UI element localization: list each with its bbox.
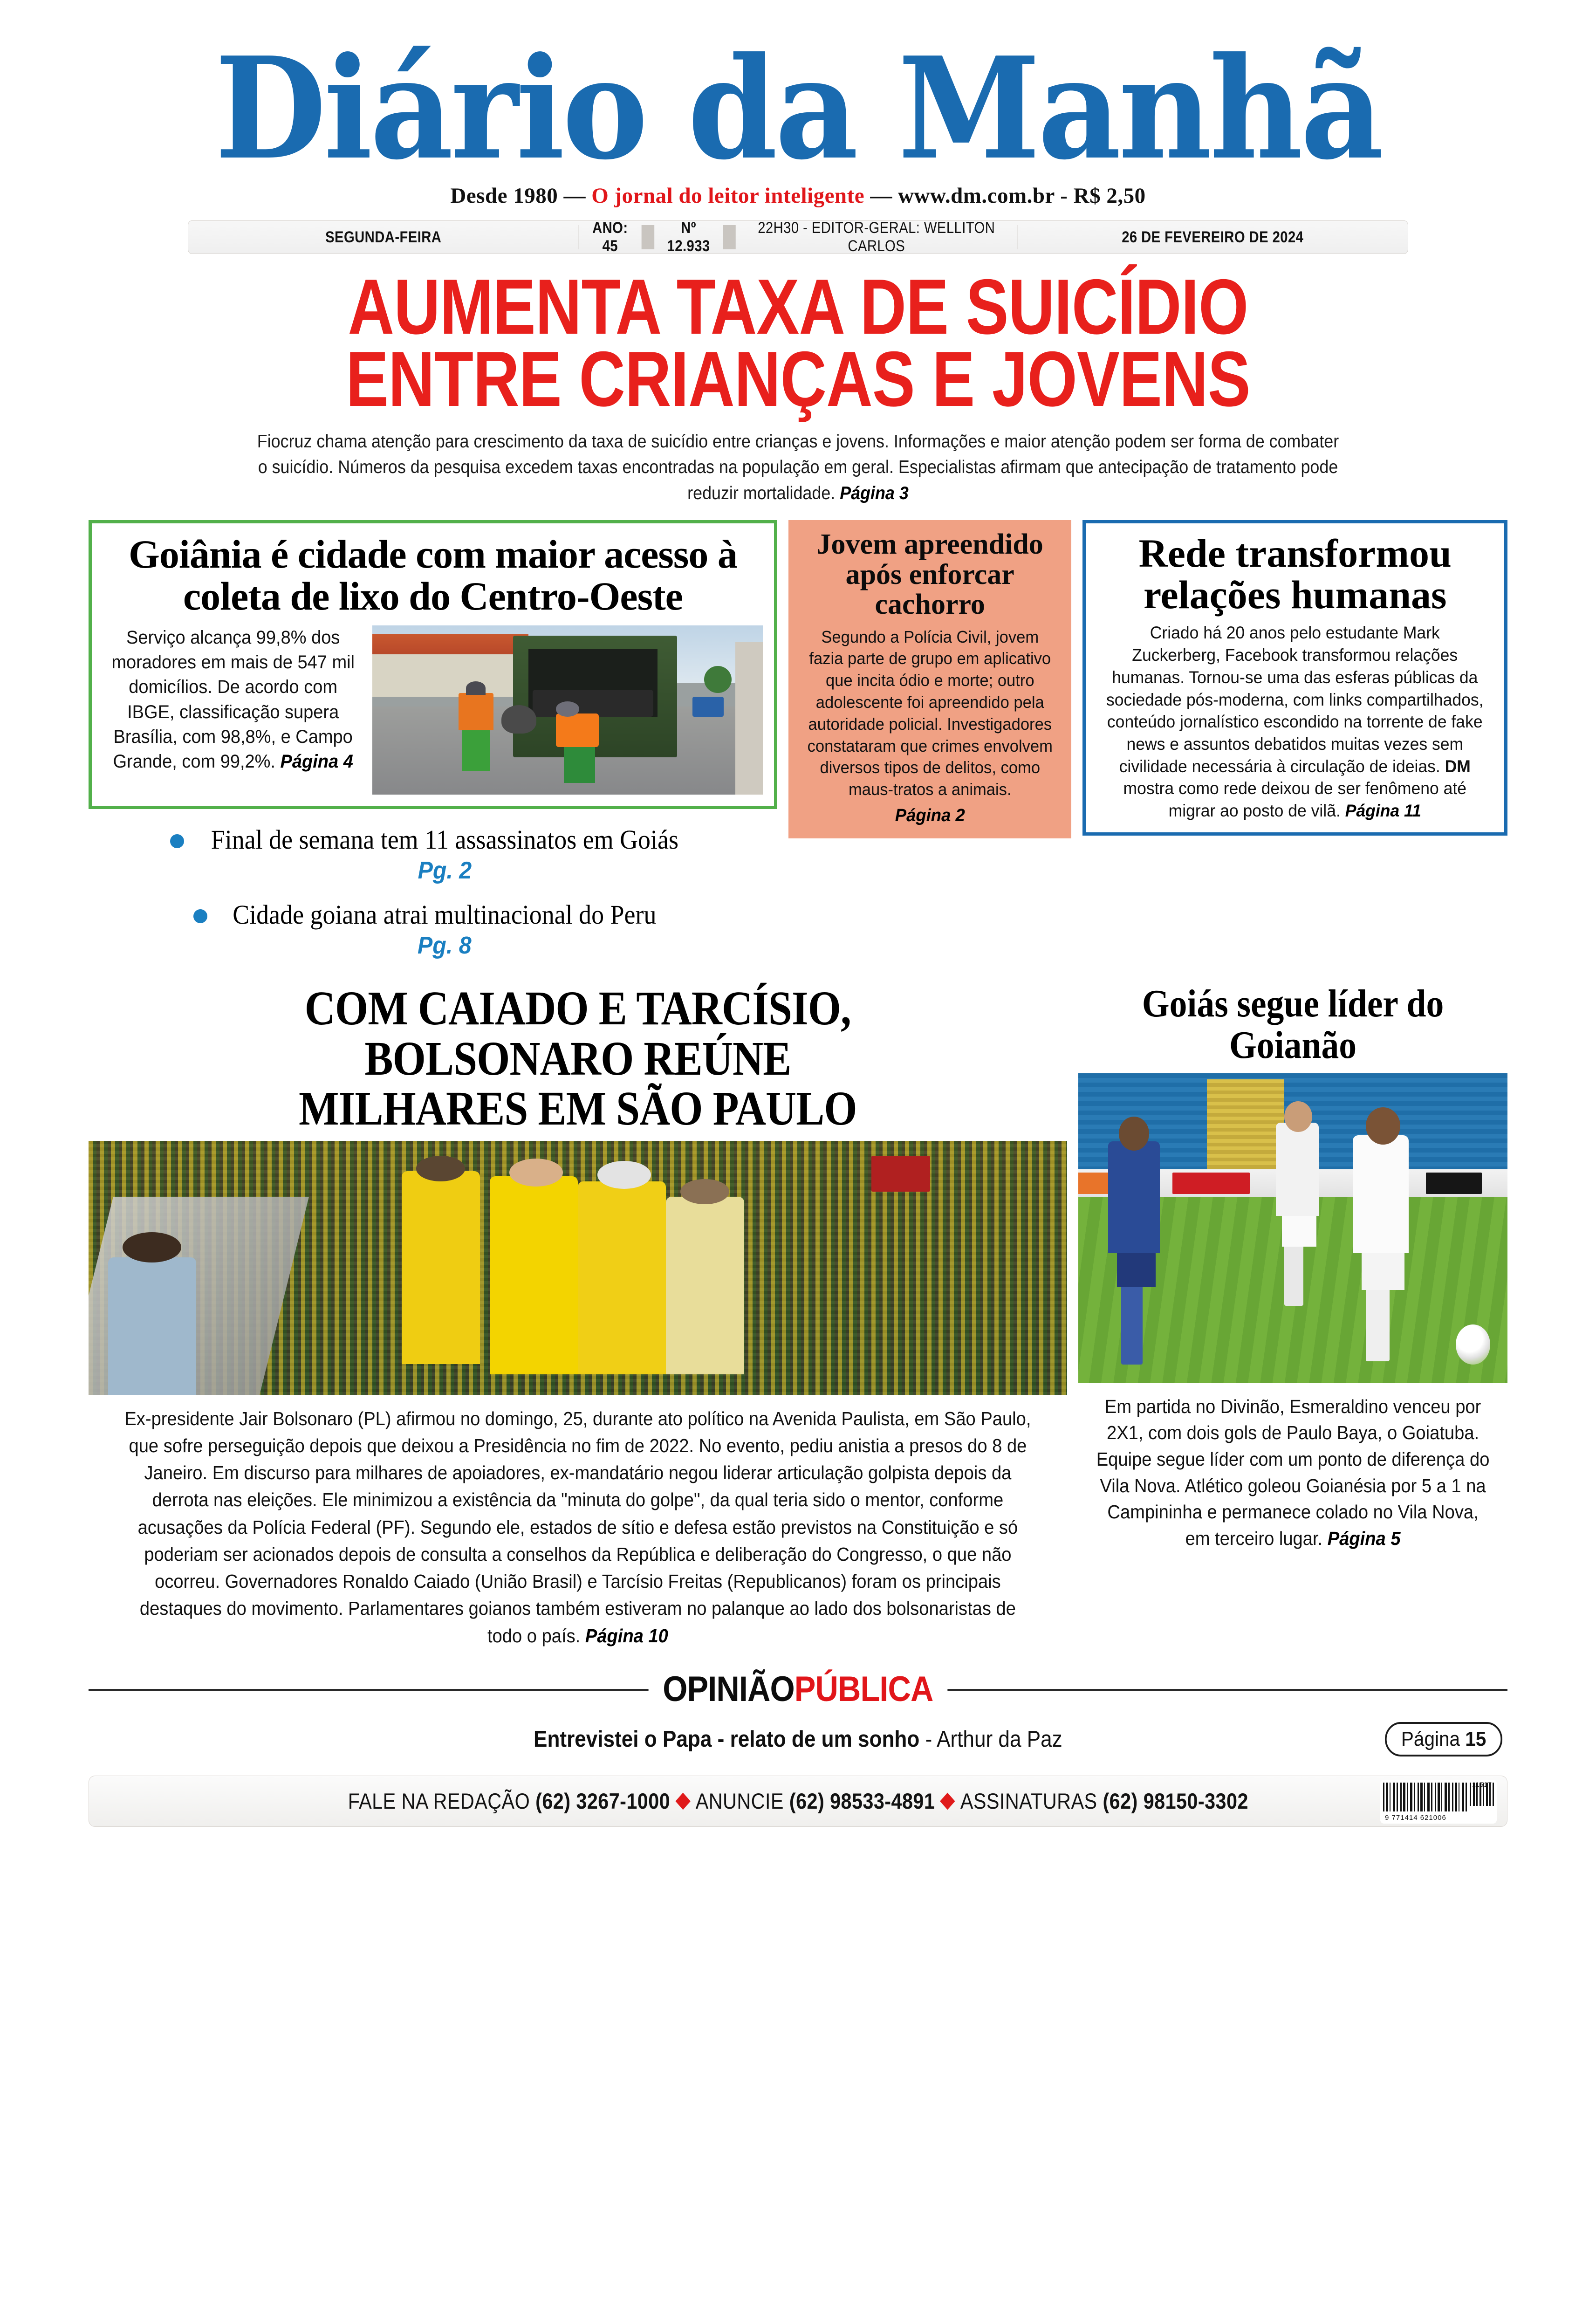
newspaper-title: Diário da Manhã bbox=[214, 26, 1382, 191]
list-item[interactable] bbox=[89, 825, 777, 884]
goias-text bbox=[1093, 1393, 1493, 1551]
opinion-section bbox=[89, 1669, 1507, 1709]
blue-box-page-ref: Página 11 bbox=[1345, 801, 1422, 821]
bolsonaro-page-ref: Página 10 bbox=[585, 1625, 668, 1647]
photo-ad-board-black bbox=[1426, 1173, 1482, 1194]
green-box-text-body: Serviço alcança 99,8% dos moradores em mais de 547 mil domicílios. De acordo com IBGE, classificação supera Brasília, com 98,8%, e Campo Grande, com 99,2%. bbox=[111, 627, 355, 772]
info-divider bbox=[641, 225, 654, 249]
photo-worker-1-legs bbox=[462, 727, 490, 771]
bullet-title: Final de semana tem 11 assassinatos em Goiás bbox=[211, 824, 678, 855]
goias-page-ref: Página 5 bbox=[1327, 1527, 1401, 1549]
story-bolsonaro[interactable] bbox=[89, 983, 1067, 1649]
photo-player-1-head bbox=[1119, 1117, 1149, 1151]
lead-headline-line-1: AUMENTA TAXA DE SUICÍDIO bbox=[348, 263, 1248, 350]
edition-info-bar bbox=[188, 220, 1408, 254]
salmon-box-text-body: Segundo a Polícia Civil, jovem fazia parte de grupo em aplicativo que incita ódio e morte; outro adolescente foi apreendido pela autoridade policial. Investigadores constataram que crimes envolvem diversos tipos de delitos, como maus-tratos a animais. bbox=[807, 627, 1053, 799]
salmon-box-headline: Jovem apreendido após enforcar cachorro bbox=[816, 528, 1043, 621]
blue-box-text bbox=[1105, 622, 1485, 822]
barcode-number: 9 771414 621006 bbox=[1385, 1813, 1446, 1822]
photo-player-3-body bbox=[1353, 1135, 1409, 1253]
green-box-body bbox=[103, 625, 763, 795]
contact-footer-bar bbox=[89, 1776, 1507, 1827]
barcode-addon-number: 11517 bbox=[1472, 1780, 1492, 1788]
photo-player-3-shorts bbox=[1362, 1247, 1404, 1290]
salmon-box-text bbox=[802, 626, 1058, 828]
masthead bbox=[89, 0, 1507, 208]
opinion-entry-row[interactable] bbox=[89, 1726, 1507, 1752]
opinion-page-number: 15 bbox=[1465, 1727, 1486, 1750]
goias-headline: Goiás segue líder do Goianão bbox=[1142, 982, 1444, 1067]
bolsonaro-text bbox=[123, 1405, 1033, 1649]
lead-subtext-body: Fiocruz chama atenção para crescimento da taxa de suicídio entre crianças e jovens. Informações e maior atenção podem ser forma de combater o suicídio. Números da pesquisa excedem taxas encontradas na população em geral. Especialistas afirmam que antecipação de tratamento pode reduzir mortalidade. bbox=[257, 432, 1339, 503]
blue-box-brand: DM bbox=[1445, 756, 1471, 776]
photo-person-4 bbox=[666, 1197, 744, 1375]
lower-stories-row bbox=[89, 983, 1507, 1649]
assinaturas-phone[interactable]: (62) 98150-3302 bbox=[1103, 1789, 1248, 1814]
photo-person-3 bbox=[578, 1181, 666, 1374]
photo-stadium-stairs bbox=[1207, 1079, 1284, 1173]
bullet-title: Cidade goiana atrai multinacional do Peru bbox=[233, 899, 657, 930]
opinion-entry-title: Entrevistei o Papa - relato de um sonho bbox=[534, 1726, 920, 1752]
garbage-truck-photo bbox=[372, 625, 763, 795]
photo-roof bbox=[372, 634, 528, 654]
bolsonaro-text-body: Ex-presidente Jair Bolsonaro (PL) afirmou no domingo, 25, durante ato político na Avenida Paulista, em São Paulo, que sofre perseguição depois que deixou a Presidência no fim de 2022. No evento, pediu anistia a presos do 8 de Janeiro. Em discurso para milhares de apoiadores, ex-mandatário negou liderar articulação golpista depois da derrota nas eleições. Ele minimizou a existência da "minuta do golpe", da qual teria sido o mentor, conforme acusações da Polícia Federal (PF). Segundo ele, estados de sítio e defesa estão previstos na Constituição e só poderiam ser acionados depois de consulta a conselhos da República e deliberação do Congresso, o que não ocorreu. Governadores Ronaldo Caiado (União Brasil) e Tarcísio Freitas (Republicanos) foram os principais destaques do movimento. Parlamentares goianos também estiveram no palanque ao lado dos bolsonaristas de todo o país. bbox=[124, 1407, 1031, 1647]
green-box-page-ref: Página 4 bbox=[280, 751, 353, 772]
photo-person-foreground bbox=[108, 1257, 196, 1394]
photo-player-2-body bbox=[1276, 1123, 1319, 1216]
photo-worker-2-legs bbox=[564, 746, 595, 783]
photo-worker-1-shirt bbox=[459, 693, 493, 730]
photo-person-4-head bbox=[680, 1179, 729, 1205]
anuncie-phone[interactable]: (62) 98533-4891 bbox=[789, 1789, 935, 1814]
info-center-group bbox=[579, 219, 1017, 255]
photo-tree bbox=[704, 666, 732, 693]
bolsonaro-rally-photo bbox=[89, 1141, 1067, 1395]
goias-text-body: Em partida no Divinão, Esmeraldino venceu por 2X1, com dois gols de Paulo Baya, o Goiatuba. Equipe segue líder com um ponto de diferença do Vila Nova. Atlético goleou Goianésia por 5 a 1 na Campininha e permanece colado no Vila Nova, em terceiro lugar. bbox=[1096, 1395, 1490, 1549]
photo-football-ball bbox=[1456, 1324, 1490, 1365]
lead-headline bbox=[216, 263, 1380, 423]
opinion-entry-author: - Arthur da Paz bbox=[919, 1726, 1062, 1752]
photo-person-2-head bbox=[509, 1159, 563, 1187]
bullet-text bbox=[233, 900, 656, 959]
tagline-prefix: Desde 1980 — bbox=[450, 184, 592, 208]
opinion-title-black: OPINIÃO bbox=[663, 1669, 795, 1709]
salmon-box-page-ref: Página 2 bbox=[895, 806, 965, 825]
bolsonaro-headline bbox=[147, 983, 1008, 1133]
photo-ad-board-red bbox=[1172, 1173, 1250, 1194]
photo-person-1 bbox=[402, 1171, 480, 1364]
diamond-separator-icon bbox=[940, 1792, 955, 1810]
photo-player-1-body bbox=[1108, 1141, 1160, 1253]
story-goias-football[interactable] bbox=[1078, 983, 1507, 1551]
info-editor: 22H30 - EDITOR-GERAL: WELLITON CARLOS bbox=[758, 219, 995, 255]
photo-trash-bag-held bbox=[501, 705, 536, 734]
tagline-suffix: — www.dm.com.br - R$ 2,50 bbox=[864, 184, 1146, 208]
photo-trash-bags bbox=[533, 690, 654, 717]
bullet-dot-icon bbox=[170, 834, 184, 848]
photo-player-2-legs bbox=[1284, 1244, 1303, 1306]
barcode bbox=[1380, 1780, 1497, 1824]
football-match-photo bbox=[1078, 1073, 1507, 1383]
photo-worker-2-shirt bbox=[556, 713, 599, 748]
photo-sign bbox=[871, 1156, 930, 1191]
lead-page-ref: Página 3 bbox=[840, 483, 909, 503]
opinion-entry bbox=[534, 1726, 1062, 1752]
lead-subtext bbox=[145, 429, 1451, 506]
left-column bbox=[89, 520, 777, 975]
photo-player-1-legs bbox=[1121, 1284, 1143, 1365]
bullet-list bbox=[89, 825, 777, 959]
lead-headline-line-2: ENTRE CRIANÇAS E JOVENS bbox=[346, 335, 1250, 423]
contact-info bbox=[348, 1788, 1248, 1814]
photo-worker-1-head bbox=[466, 681, 486, 695]
photo-wall bbox=[735, 642, 763, 795]
blue-box-text-part1: Criado há 20 anos pelo estudante Mark Zuckerberg, Facebook transformou relações humanas. Tornou-se uma das esferas públicas da sociedade pós-moderna, com links compartilhados, conteúdo jornalístico escondido na torrente de fake news e assuntos debatidos muitas vezes sem civilidade necessária à circulação de ideias. bbox=[1106, 623, 1484, 776]
info-divider bbox=[723, 225, 736, 249]
green-box-text bbox=[110, 625, 356, 774]
bullet-text bbox=[211, 825, 678, 884]
bolsonaro-headline-line-3: MILHARES EM SÃO PAULO bbox=[299, 1081, 857, 1135]
barcode-bars bbox=[1383, 1783, 1467, 1811]
story-box-youth-arrest[interactable] bbox=[788, 520, 1072, 838]
photo-player-2-head bbox=[1284, 1101, 1312, 1132]
diamond-separator-icon bbox=[675, 1792, 690, 1810]
top-stories-row bbox=[89, 520, 1507, 975]
photo-worker-2-head bbox=[556, 701, 579, 717]
bolsonaro-headline-line-1: COM CAIADO E TARCÍSIO, bbox=[304, 981, 851, 1036]
blue-box-headline: Rede transformou relações humanas bbox=[1138, 531, 1452, 617]
info-date: 26 DE FEVEREIRO DE 2024 bbox=[1122, 228, 1304, 246]
photo-person-2 bbox=[490, 1176, 578, 1374]
photo-player-3-legs bbox=[1366, 1287, 1390, 1362]
story-box-garbage-collection[interactable] bbox=[89, 520, 777, 809]
photo-player-3-head bbox=[1366, 1107, 1400, 1145]
green-box-headline: Goiânia é cidade com maior acesso à coleta de lixo do Centro-Oeste bbox=[129, 532, 737, 618]
info-weekday: SEGUNDA-FEIRA bbox=[325, 228, 442, 246]
story-box-social-network[interactable] bbox=[1082, 520, 1507, 836]
blue-box-text-part2: mostra como rede deixou de ser fenômeno até migrar ao posto de vilã. bbox=[1123, 779, 1467, 821]
bullet-page-ref: Pg. 8 bbox=[418, 932, 472, 960]
photo-car bbox=[692, 697, 724, 717]
anuncie-label: ANUNCIE bbox=[695, 1789, 789, 1814]
bullet-page-ref: Pg. 2 bbox=[418, 857, 472, 885]
photo-person-1-head bbox=[416, 1156, 465, 1181]
bolsonaro-headline-line-2: BOLSONARO REÚNE bbox=[364, 1031, 791, 1085]
redacao-phone[interactable]: (62) 3267-1000 bbox=[535, 1789, 670, 1814]
opinion-section-title bbox=[649, 1669, 947, 1709]
opinion-title-red: PÚBLICA bbox=[794, 1669, 933, 1709]
assinaturas-label: ASSINATURAS bbox=[960, 1789, 1103, 1814]
info-issue-number: Nº 12.933 bbox=[667, 219, 710, 255]
opinion-page-label: Página bbox=[1401, 1727, 1466, 1750]
opinion-page-badge bbox=[1385, 1722, 1502, 1756]
info-year: ANO: 45 bbox=[592, 219, 628, 255]
list-item[interactable] bbox=[89, 900, 777, 959]
tagline-slogan: O jornal do leitor inteligente bbox=[591, 184, 865, 208]
bullet-dot-icon bbox=[193, 909, 207, 923]
redacao-label: FALE NA REDAÇÃO bbox=[348, 1789, 535, 1814]
photo-ad-board-orange bbox=[1078, 1173, 1113, 1194]
